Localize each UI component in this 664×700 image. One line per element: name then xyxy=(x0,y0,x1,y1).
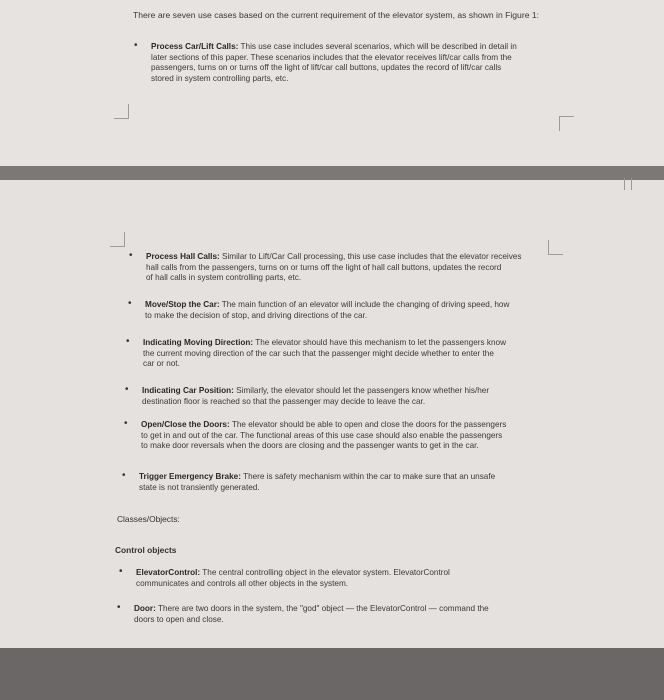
use-case-item xyxy=(125,384,562,407)
bullet-icon: • xyxy=(128,298,132,309)
use-case-line-1 xyxy=(142,386,562,397)
margin-corner-mark xyxy=(110,232,125,247)
use-case-line-1 xyxy=(146,252,566,263)
use-case-item xyxy=(134,40,571,84)
text-cursor-icon xyxy=(624,178,632,190)
use-case-text: to make door reversals when the doors are closing and the passenger wants to get in the car. xyxy=(141,441,479,451)
use-case-text: later sections of this paper. These scenarios includes that the elevator receives lift/car calls from the xyxy=(151,52,512,62)
use-case-item xyxy=(122,470,559,493)
use-case-item xyxy=(126,336,563,370)
control-object-text: communicates and controls all other objects in the system. xyxy=(136,578,349,588)
bullet-icon: • xyxy=(134,40,138,51)
use-case-title: Process Hall Calls: xyxy=(146,252,220,261)
use-case-title: Open/Close the Doors: xyxy=(141,420,230,429)
use-case-text: of hall calls in system controlling parts, etc. xyxy=(146,273,302,283)
use-case-text: The main function of an elevator will include the changing of driving speed, how xyxy=(221,300,510,309)
classes-heading: Classes/Objects: xyxy=(117,514,180,524)
use-case-text: hall calls from the passengers, turns on or turns off the light of hall call buttons, updates the record xyxy=(146,262,502,272)
use-case-line-1 xyxy=(151,42,571,53)
use-case-text: The elevator should be able to open and close the doors for the passengers xyxy=(231,420,507,429)
bullet-icon: • xyxy=(117,602,121,613)
bullet-icon: • xyxy=(122,470,126,481)
control-object-text: There are two doors in the system, the "god" object — the ElevatorControl — command the xyxy=(157,604,489,613)
bullet-icon: • xyxy=(129,250,133,261)
bullet-icon: • xyxy=(126,336,130,347)
bullet-icon: • xyxy=(119,566,123,577)
use-case-text: car or not. xyxy=(143,359,180,369)
control-object-text: The central controlling object in the elevator system. ElevatorControl xyxy=(202,568,450,577)
use-case-text: stored in system controlling parts, etc. xyxy=(151,73,289,83)
use-case-title: Indicating Moving Direction: xyxy=(143,338,254,347)
control-object-line-1 xyxy=(134,604,564,615)
use-case-line-1 xyxy=(139,472,559,483)
control-object-line-1 xyxy=(136,568,556,579)
background-edge xyxy=(0,648,664,700)
use-case-line-1 xyxy=(141,420,561,431)
use-case-text: to get in and out of the car. The functional areas of this use case should also enable the passengers xyxy=(141,430,503,440)
control-object-text: doors to open and close. xyxy=(134,614,224,624)
page-gap xyxy=(0,166,664,180)
use-case-item xyxy=(128,298,565,321)
margin-corner-mark xyxy=(559,116,574,131)
bullet-icon: • xyxy=(124,418,128,429)
use-case-item xyxy=(129,250,566,284)
use-case-text: the current moving direction of the car such that the passenger might decide whether to enter the xyxy=(143,348,494,358)
use-case-title: Process Car/Lift Calls: xyxy=(151,42,239,51)
use-case-title: Indicating Car Position: xyxy=(142,386,234,395)
use-case-text: passengers, turns on or turns off the light of lift/car call buttons, updates the record of lift/car calls xyxy=(151,63,502,73)
use-case-title: Move/Stop the Car: xyxy=(145,300,220,309)
use-case-text: There is safety mechanism within the car to make sure that an unsafe xyxy=(243,472,496,481)
use-case-text: The elevator should have this mechanism to let the passengers know xyxy=(255,338,506,347)
use-case-line-1 xyxy=(143,338,563,349)
use-case-text: state is not transiently generated. xyxy=(139,482,260,492)
use-case-text: Similar to Lift/Car Call processing, this use case includes that the elevator receives xyxy=(222,252,522,261)
use-case-text: This use case includes several scenarios, which will be described in detail in xyxy=(240,42,517,51)
control-object-title: ElevatorControl: xyxy=(136,568,201,577)
use-case-text: to make the decision of stop, and driving directions of the car. xyxy=(145,310,368,320)
bullet-icon: • xyxy=(125,384,129,395)
use-case-text: destination floor is reached so that the passenger may decide to leave the car. xyxy=(142,396,426,406)
use-case-text: Similarly, the elevator should let the passengers know whether his/her xyxy=(236,386,490,395)
use-case-line-1 xyxy=(145,300,565,311)
use-case-item xyxy=(124,418,561,452)
control-objects-heading: Control objects xyxy=(115,545,177,555)
control-object-item xyxy=(117,602,564,625)
control-object-item xyxy=(119,566,556,589)
intro-paragraph: There are seven use cases based on the current requirement of the elevator system, as shown in Figure 1: xyxy=(133,10,540,20)
margin-corner-mark xyxy=(114,104,129,119)
use-case-title: Trigger Emergency Brake: xyxy=(139,472,241,481)
control-object-title: Door: xyxy=(134,604,156,613)
